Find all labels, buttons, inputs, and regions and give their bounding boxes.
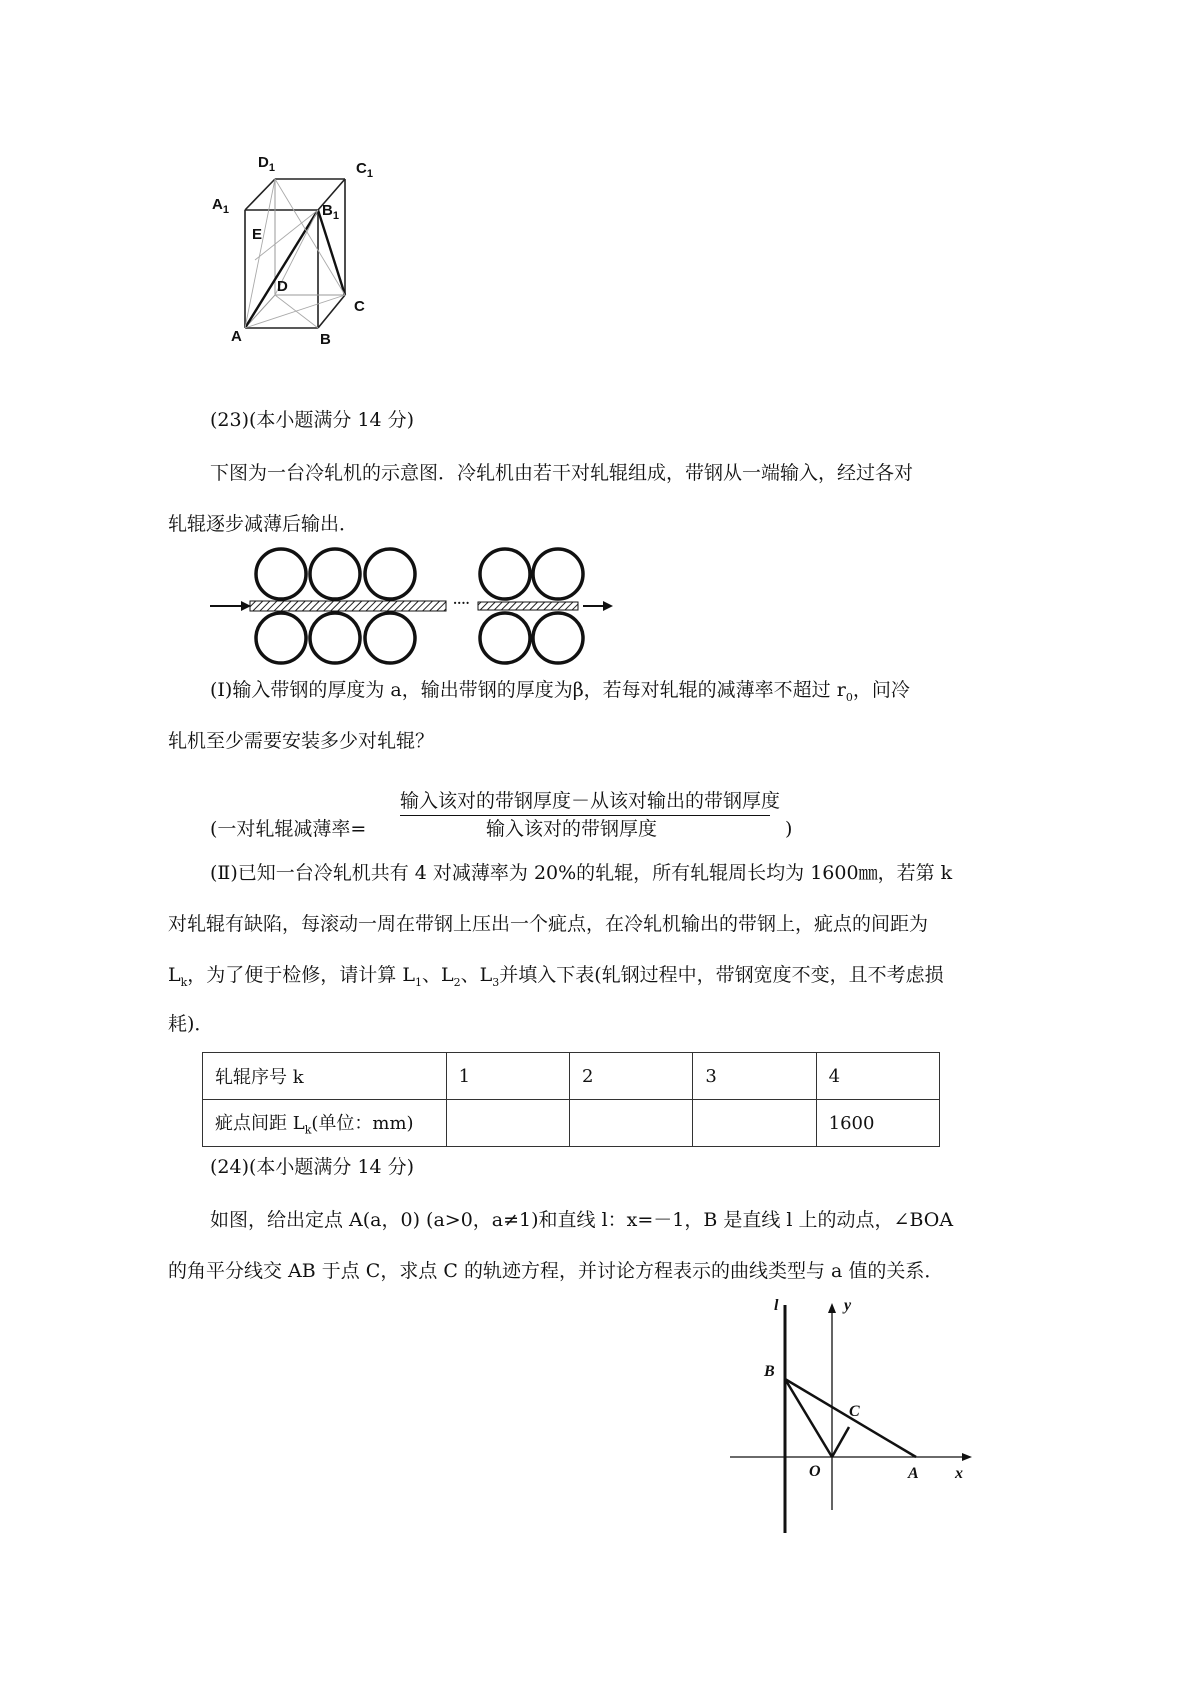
- formula-prefix: (一对轧辊减薄率=: [210, 818, 367, 840]
- label-b1: $B_1$: [322, 202, 339, 222]
- defect-spacing-table: [202, 1052, 940, 1147]
- graph-label-a: A: [908, 1465, 919, 1482]
- prism-diagram: [225, 160, 385, 370]
- q23-heading: (23)(本小题满分 14 分): [210, 409, 415, 431]
- graph-label-x: x: [955, 1465, 963, 1482]
- q24-heading: (24)(本小题满分 14 分): [210, 1156, 415, 1178]
- table-cell-l1[interactable]: [446, 1100, 569, 1147]
- label-a1: $A_1$: [212, 196, 229, 216]
- q23-part2-line2: 对轧辊有缺陷，每滚动一周在带钢上压出一个疵点，在冷轧机输出的带钢上，疵点的间距为: [168, 913, 929, 935]
- q23-intro-line2: 轧辊逐步减薄后输出．: [168, 513, 359, 535]
- formula-denominator: 输入该对的带钢厚度: [486, 818, 658, 840]
- q23-intro-line1: 下图为一台冷轧机的示意图．冷轧机由若干对轧辊组成，带钢从一端输入，经过各对: [210, 462, 914, 484]
- thinning-rate-formula: [210, 788, 810, 848]
- table-col-2: 2: [569, 1053, 692, 1100]
- table-cell-l4: 1600: [816, 1100, 939, 1147]
- label-c1: $C_1$: [356, 160, 373, 180]
- graph-label-y: y: [844, 1297, 852, 1314]
- coordinate-graph: [720, 1295, 980, 1535]
- table-header-lk: 疵点间距 $L_k$(单位：mm): [203, 1100, 447, 1147]
- graph-label-l: l: [774, 1297, 779, 1314]
- table-header-k: 轧辊序号 k: [203, 1053, 447, 1100]
- q24-line2: 的角平分线交 AB 于点 C，求点 C 的轨迹方程，并讨论方程表示的曲线类型与 a 值的关系．: [168, 1260, 944, 1282]
- q24-line1: 如图，给出定点 A(a，0) (a>0，a≠1)和直线 l：x=－1，B 是直线 l 上的动点，∠BOA: [210, 1209, 954, 1231]
- graph-label-b: B: [764, 1363, 775, 1380]
- prism-figure: [212, 154, 385, 370]
- q23-part2-line1: (Ⅱ)已知一台冷轧机共有 4 对减薄率为 20%的轧辊，所有轧辊周长均为 1600㎜，若第 k: [210, 862, 953, 884]
- label-d1: $D_1$: [258, 154, 275, 174]
- graph-label-o: O: [809, 1463, 821, 1480]
- table-cell-l3[interactable]: [693, 1100, 816, 1147]
- label-d: D: [277, 278, 288, 295]
- table-cell-l2[interactable]: [569, 1100, 692, 1147]
- label-b: B: [320, 331, 331, 348]
- q23-part2-line3: $L_k$，为了便于检修，请计算 $L_1$、$L_2$、$L_3$并填入下表(轧钢过程中，带钢宽度不变，且不考虑损: [168, 964, 944, 989]
- graph-label-c: C: [849, 1403, 860, 1420]
- rolling-mill-diagram: [205, 545, 625, 665]
- label-a: A: [231, 328, 242, 345]
- table-col-4: 4: [816, 1053, 939, 1100]
- label-e: E: [252, 226, 263, 243]
- q23-part1-line1: (Ⅰ)输入带钢的厚度为 a，输出带钢的厚度为β，若每对轧辊的减薄率不超过 $r_0$，问冷: [210, 679, 910, 704]
- q23-part1-line2: 轧机至少需要安装多少对轧辊？: [168, 730, 435, 752]
- mill-ellipsis: ....: [453, 593, 470, 607]
- table-row: [203, 1053, 940, 1100]
- table-col-3: 3: [693, 1053, 816, 1100]
- table-col-1: 1: [446, 1053, 569, 1100]
- formula-suffix: ): [785, 818, 793, 840]
- formula-numerator: 输入该对的带钢厚度－从该对输出的带钢厚度: [400, 790, 781, 812]
- table-row: [203, 1100, 940, 1147]
- q23-part2-line4: 耗)．: [168, 1013, 214, 1035]
- label-c: C: [354, 298, 365, 315]
